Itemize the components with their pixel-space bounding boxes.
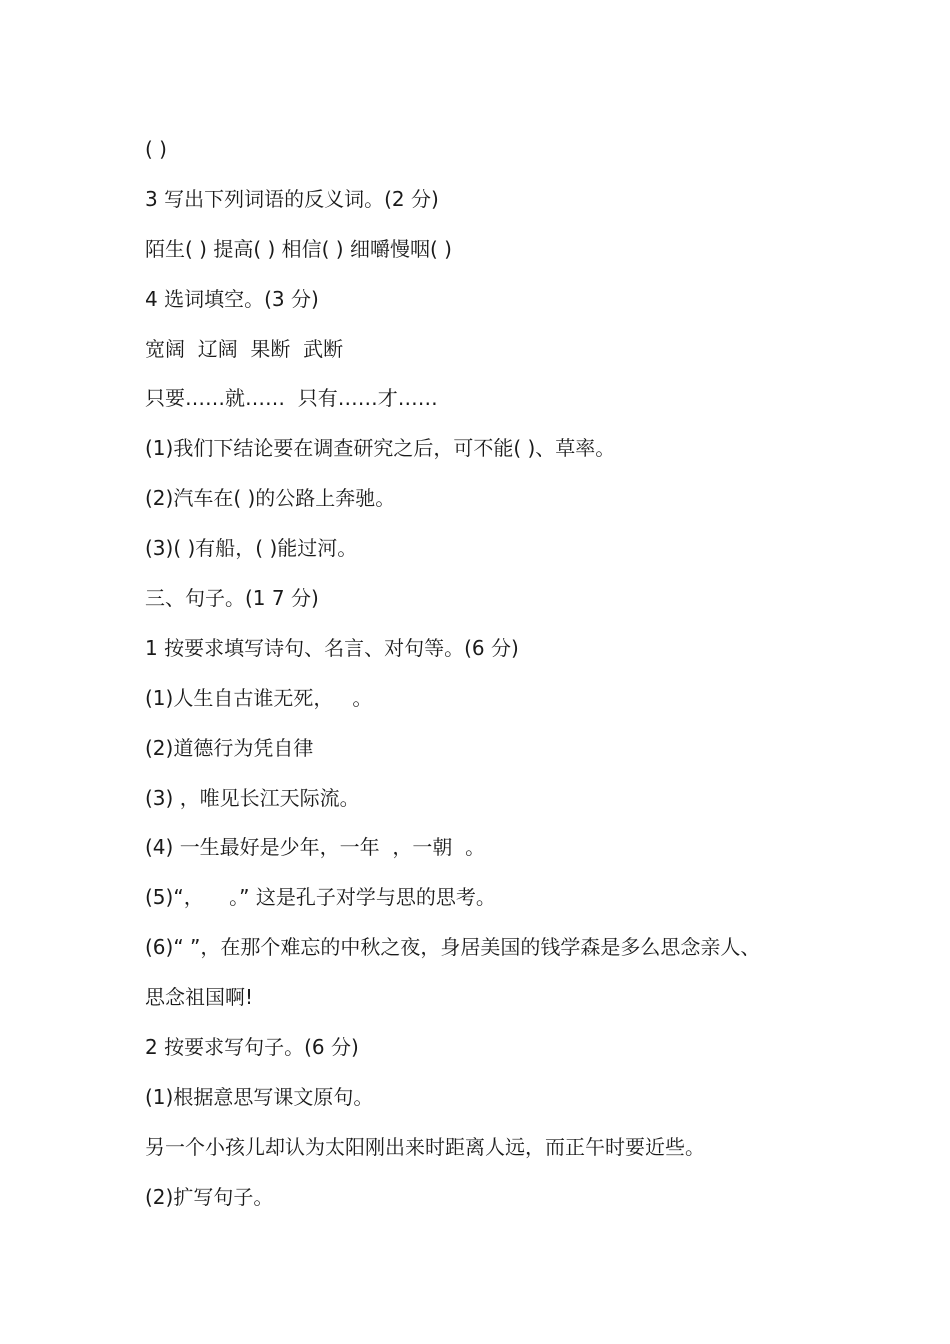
antonym-words-line: 陌生( ) 提高( ) 相信( ) 细嚼慢咽( ) (145, 236, 452, 261)
fill-blank-item-3: (3)( )有船，( )能过河。 (145, 536, 358, 561)
fill-blank-item-2: (2)汽车在( )的公路上奔驰。 (145, 486, 396, 511)
sentence-item-1-text: 另一个小孩儿却认为太阳刚出来时距离人远，而正午时要近些。 (145, 1134, 705, 1159)
sentence-item-1: (1)根据意思写课文原句。 (145, 1084, 374, 1109)
poem-item-3: (3) ，唯见长江天际流。 (145, 785, 360, 810)
poem-item-1: (1)人生自古谁无死， 。 (145, 685, 373, 710)
conjunction-choices-line: 只要……就…… 只有……才…… (145, 386, 438, 411)
poem-item-6-continued: 思念祖国啊! (145, 985, 254, 1010)
sentence-question-1-heading: 1 按要求填写诗句、名言、对句等。(6 分) (145, 635, 519, 660)
document-body (145, 132, 845, 1230)
section-3-heading: 三、句子。(1 7 分) (145, 586, 319, 611)
poem-item-4: (4) 一生最好是少年，一年 ，一朝 。 (145, 835, 486, 860)
poem-item-6: (6)“ ”，在那个难忘的中秋之夜，身居美国的钱学森是多么思念亲人、 (145, 935, 761, 960)
sentence-item-2: (2)扩写句子。 (145, 1184, 274, 1209)
poem-item-5: (5)“， 。” 这是孔子对学与思的思考。 (145, 885, 496, 910)
sentence-question-2-heading: 2 按要求写句子。(6 分) (145, 1035, 359, 1060)
answer-blank-line: ( ) (145, 137, 167, 161)
poem-item-2: (2)道德行为凭自律 (145, 735, 314, 760)
fill-blank-item-1: (1)我们下结论要在调查研究之后，可不能( )、草率。 (145, 436, 616, 461)
question-3-heading: 3 写出下列词语的反义词。(2 分) (145, 186, 439, 211)
word-choices-line: 宽阔 辽阔 果断 武断 (145, 336, 344, 361)
question-4-heading: 4 选词填空。(3 分) (145, 286, 319, 311)
